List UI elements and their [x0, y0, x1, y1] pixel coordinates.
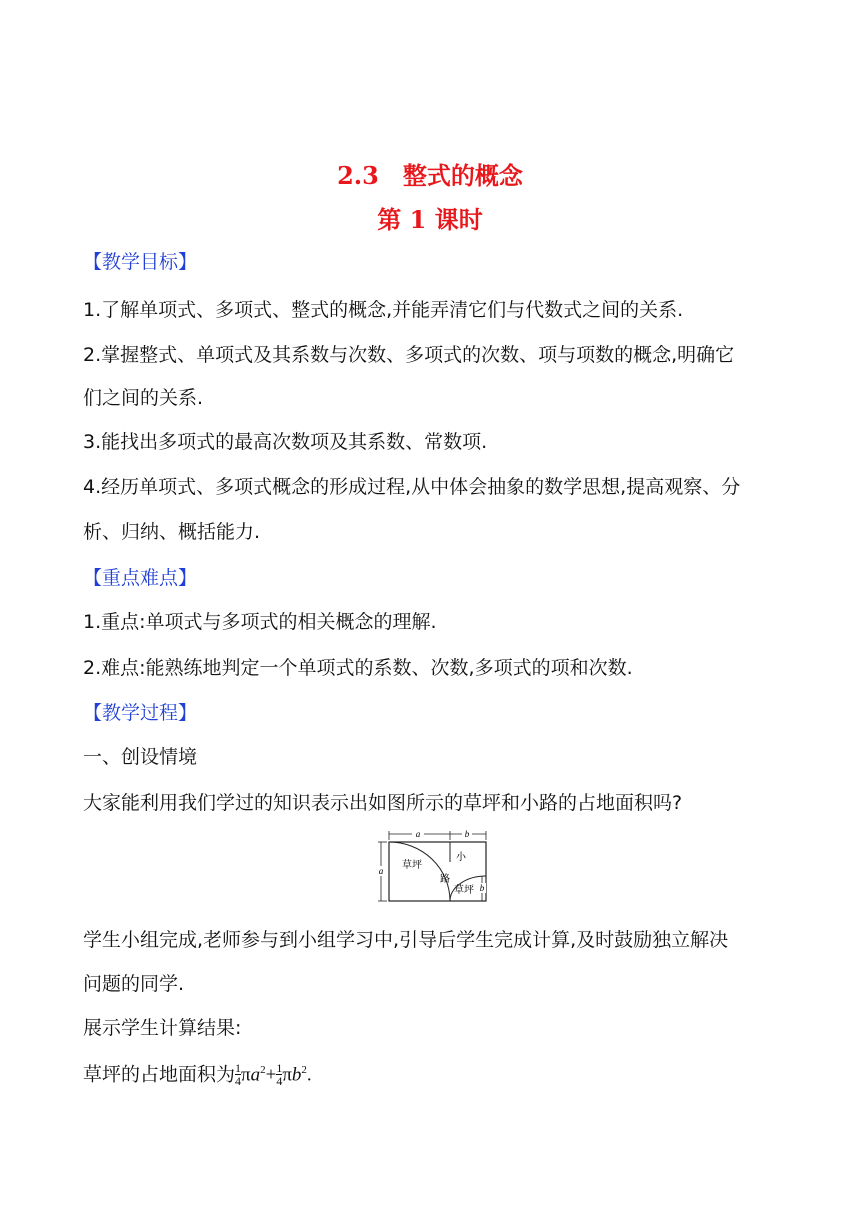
formula-prefix: 草坪的占地面积为	[83, 1063, 236, 1086]
quarter-arc-a	[389, 842, 450, 901]
activity-text: 学生小组完成,老师参与到小组学习中,引导后学生完成计算,及时鼓励独立解决	[83, 929, 729, 951]
goal-item: 4.经历单项式、多项式概念的形成过程,从中体会抽象的数学思想,提高观察、分	[83, 476, 741, 498]
grass-label-1: 草坪	[402, 860, 422, 871]
label-b-top: b	[464, 830, 470, 839]
goal-item: 2.掌握整式、单项式及其系数与次数、多项式的次数、项与项数的概念,明确它	[83, 344, 735, 366]
result-intro: 展示学生计算结果:	[83, 1017, 242, 1039]
label-a-top: a	[415, 830, 421, 839]
goal-item: 1.了解单项式、多项式、整式的概念,并能弄清它们与代数式之间的关系.	[83, 299, 684, 321]
area-formula-line: 草坪的占地面积为 $\frac{1}{4}$ $\pi a^2+$ $\frac{1}{4}$ $\pi b^2$.	[83, 1061, 312, 1089]
key-point-item: 2.难点:能熟练地判定一个单项式的系数、次数,多项式的项和次数.	[83, 657, 633, 679]
activity-text-cont: 问题的同学.	[83, 973, 185, 995]
path-label-road: 路	[440, 874, 450, 885]
lesson-subtitle: 第 1 课时	[377, 205, 483, 234]
fraction-quarter: $\frac{1}{4}$	[235, 1061, 242, 1089]
goal-item: 3.能找出多项式的最高次数项及其系数、常数项.	[83, 431, 488, 453]
goals-heading: 【教学目标】	[83, 251, 198, 273]
key-points-heading: 【重点难点】	[83, 567, 198, 589]
path-label-small: 小	[456, 852, 466, 863]
goal-item: 析、归纳、概括能力.	[83, 521, 261, 543]
goal-item: 们之间的关系.	[83, 387, 204, 409]
label-b-right: b	[479, 883, 485, 893]
key-point-item: 1.重点:单项式与多项式的相关概念的理解.	[83, 611, 437, 633]
lawn-path-figure	[376, 830, 488, 906]
question-text: 大家能利用我们学过的知识表示出如图所示的草坪和小路的占地面积吗?	[83, 792, 683, 814]
lesson-title: 2.3 整式的概念	[337, 161, 523, 190]
grass-label-2: 草坪	[454, 885, 474, 896]
process-subheading: 一、创设情境	[83, 746, 198, 768]
process-heading: 【教学过程】	[83, 702, 198, 724]
fraction-quarter: $\frac{1}{4}$	[276, 1061, 283, 1089]
label-a-left: a	[378, 866, 384, 876]
